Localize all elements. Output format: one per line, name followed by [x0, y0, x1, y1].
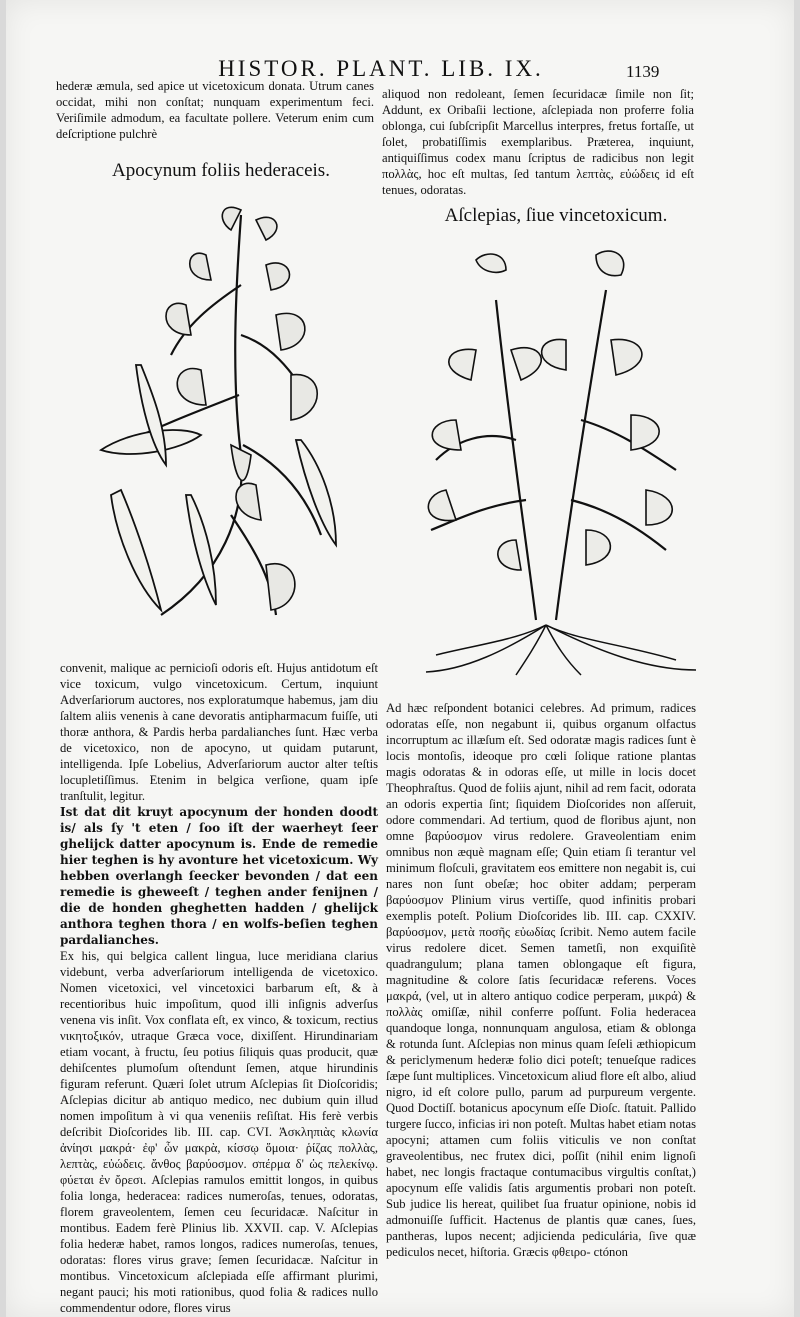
- left-column-top-text: [56, 78, 374, 142]
- right-column-top-text: [382, 86, 694, 198]
- paragraph: convenit, malique ac pernicioſi odoris eſt. Hujus antidotum eſt vice toxicum, vulgo vincetoxicum. Certum, inquiunt Adverſariorum auctores, nos exploratumque habemus, jam diu ſaltem aliis venenis à cane devoratis antipharmacum fuiſſe, uti thoræ anthora, & Pardis herba pardalianches ſunt. Hæc verba de vicetoxico, non de apocyno, ut quidam putarunt, intelligenda. Ipſe Lobelius, Adverſariorum auctor alter teſtis locupletiſſimus. Etenim in belgica verſione, quam ipſe tranſtulit, legitur.: [60, 661, 378, 803]
- page-number: 1139: [626, 62, 660, 81]
- dutch-blackletter-quote: Ist dat dit kruyt apocynum der honden doodt is/ als ſy 't eten / ſoo iſt der waerheyt ſeer ghelijck datter apocynum is. Ende de remedie hier teghen is hy avonture het vicetoxicum. Wy hebben overlangh ſeecker bevonden / dat een remedie is gheweeſt / teghen ander fenijnen / die de honden gheghetten hadden / ghelijck anthora teghen thora / en wolfs-beſien teghen pardalianches.: [60, 805, 378, 947]
- asclepias-woodcut-illustration: [416, 240, 706, 680]
- apocynum-woodcut-illustration: [91, 195, 351, 635]
- figure-caption-right: Aſclepias, ſiue vincetoxicum.: [444, 205, 668, 226]
- figure-caption-left: Apocynum foliis hederaceis.: [112, 160, 330, 181]
- paragraph: Ex his, qui belgica callent lingua, luce meridiana clarius videbunt, verba adverſariorum intelligenda de vicetoxico. Nomen vicetoxici, vel vincetoxici barbarum eſt, & à recentioribus huic impoſitum, quod illi inſignis adverſus venena vis inſit. Vox conflata eſt, ex vinco, & toxicum, rectius νικητοξικόν, utraque Græca voce, dixiſſent. Hirundinariam etiam vocant, à fructu, ſeu potius ſiliquis quas producit, quæ dehiſcentes plumoſum oſtendunt ſemen, atque hirundinis figuram referunt. Quæri ſolet utrum Aſclepias ſit Dioſcoridis; Aſclepias dicitur ab antiquo medico, nec dubium quin illud nomen impoſitum à vi qua veneniis reſiſtat. His ferè verbis deſcribit Dioſcorides lib. III. cap. CVI. Ἀσκληπιὰς κλωνία ἀνίησι μακρά· ἐφ' ὧν μακρὰ, κίσσῳ ὅμοια· ῥίζας πολλὰς, λεπτὰς, εὐώδεις. ἄνθος βαρύοσμον. σπέρμα δ' ὡς πελεκίνῳ. φύεται ἐν ὄρεσι. Aſclepias ramulos emittit longos, in quibus folia longa, hederacea: radices numeroſas, tenues, odoratas, florem graveolentem, ſemen ceu ſecuridacæ. Naſcitur in montibus. Eadem ferè Plinius lib. XXVII. cap. V. Aſclepias folia hederæ habet, ramos longos, radices numeroſas, tenues, odoratas: flores virus grave; ſemen ſecuridacæ. Naſcitur in montibus. Vincetoxicum aſclepiada eſſe affirmant plurimi, negant pauci; his moti rationibus, quod folia & radices nullo commendentur odore, flores virus: [60, 949, 378, 1315]
- running-title: HISTOR. PLANT. LIB. IX.: [218, 56, 544, 81]
- book-page: [6, 0, 794, 1317]
- right-column-bottom-text: [386, 700, 696, 1260]
- left-column-bottom-text: [60, 660, 378, 1316]
- paragraph: aliquod non redoleant, ſemen ſecuridacæ ſimile non ſit; Addunt, ex Oribaſii lectione, aſclepiada non proferre folia oblonga, cui ſubſcripſit Marcellus interpres, fretus fortaſſe, ut ſolet, probatiſſimis exemplaribus. Præterea, inquiunt, antiquiſſimus codex manu ſcriptus de radicibus non legit πολλὰς, hoc eſt multas, ſed tantum λεπτὰς, εὐώδεις id eſt tenues, odoratas.: [382, 87, 694, 197]
- paragraph: Ad hæc reſpondent botanici celebres. Ad primum, radices odoratas eſſe, non negabunt ii, quibus organum olfactus incorruptum ac illæſum eſt. Sed odoratæ magis radices ſunt è locis montoſis, ideoque pro cœli ſolique ratione plantas magis odoratas & in odoras eſſe, ut mille in locis docet Theophraſtus. Quod de foliis ajunt, nihil ad rem facit, odorata an odoris expertia ſint; ſiquidem Dioſcorides non aſſeruit, odore commendari. Ad tertium, quod de floribus ajunt, non omne βαρύοσμον virus redolere. Graveolentiam enim omnibus non æquè magnam eſſe; Quin etiam ſi terantur vel minimum floſculi, gravitatem eos emittere non negabit is, cui nares non ſunt obeſæ; hoc obiter addam; perperam βαρύοσμον Plinium virus vertiſſe, quod infinitis probari exemplis poteſt. Polium Dioſcorides lib. III. cap. CXXIV. βαρύοσμον, μετὰ ποσῆς εὐωδίας ſcribit. Nemo autem facile virus redolere dicet. Semen tametſi, non exquiſitè quadrangulum; plana tamen oblongaque eſt figura, magnitudine & colore ſatis ſecuridacæ referens. Voces μακρά, (vel, ut in altero antiquo codice perperam, μικρά) & πολλὰς omiſſæ, nihil conferre poſſunt. Folia hederacea quandoque longa, nonnunquam angulosa, etiam & oblonga & rotunda ſunt. Aſclepias non minus quam ſeſeli æthiopicum & periclymenum hederæ folio dici poteſt; tenueſque radices ſæpe ſunt multiplices. Vincetoxicum aliud flore eſt albo, aliud nigro, id eſt colore pullo, parum ad purpureum vergente. Quod Doctiſſ. botanicus apocynum eſſe Dioſc. ſtatuit. Pallido turgere ſucco, inficias iri non poteſt. Multas habet etiam notas apocyni; attamen cum foliis viticulis ve non conſtat graveolentibus, nec frutex dici, poſſit (nihil enim lignoſi habet, nec longis fractaque contumacibus virgultis conſtat,) apocynum eſſe validis ſatis argumentis probari non poteſt. Sub judice lis hereat, quilibet ſua fruatur opinione, nobis id admonuiſſe ſufficit. Hactenus de plantis quæ canes, ſues, pantheras, lupos necent; adjicienda pediculária, ſive quæ pediculos necet, hiſtoria. Græcis φθειρο- ctónon: [386, 701, 696, 1259]
- paragraph: hederæ æmula, sed apice ut vicetoxicum donata. Utrum canes occidat, mihi non conſtat; nunquam experimentum feci. Veriſimile admodum, ea facultate pollere. Veterum enim cum deſcriptione pulchrè: [56, 79, 374, 141]
